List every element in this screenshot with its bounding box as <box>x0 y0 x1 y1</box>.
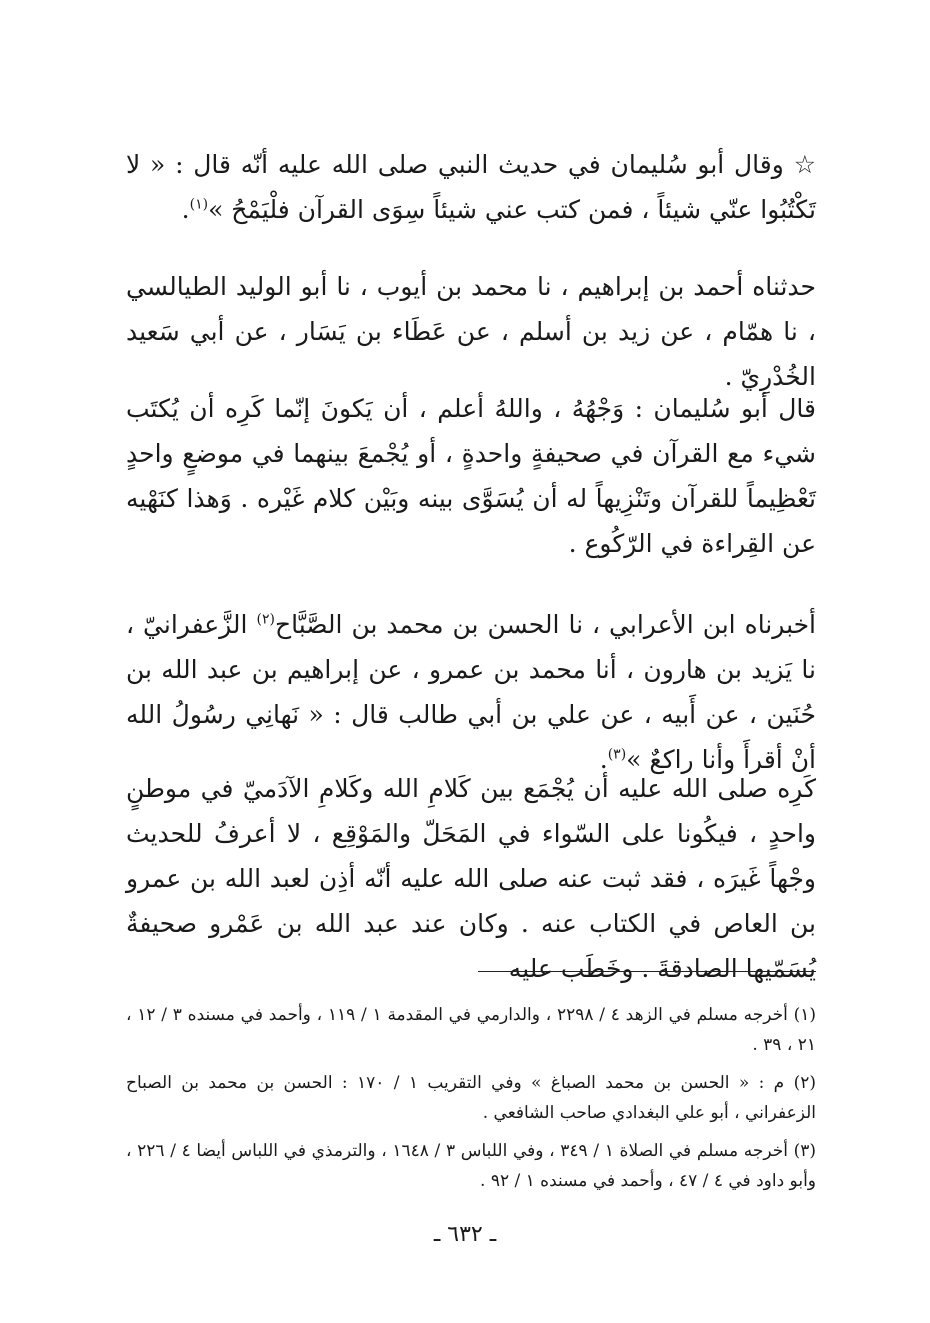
paragraph-1-tail: . <box>181 195 190 224</box>
paragraph-3 <box>126 386 816 566</box>
paragraph-1-text: ☆ وقال أبو سُليمان في حديث النبي صلى الله عليه أنّه قال : « لا تَكْتُبُوا عنّي شيئاً ، فمن كتب عني شيئاً سِوَى القرآن فلْيَمْحُ » <box>126 150 816 224</box>
paragraph-3-text: قال أبو سُليمان : وَجْهُهُ ، واللهُ أعلم ، أن يَكونَ إنّما كَرِه أن يُكتَب شيء مع القرآن في صحيفةٍ واحدةٍ ، أو يُجْمعَ بينهما في موضعٍ واحدٍ تَعْظِيماً للقرآن وتَنْزِيهاً له أن يُسَوَّى بينه وبَيْن كلام غَيْره . وَهذا كنَهْيه عن القِراءة في الرّكُوع . <box>126 394 816 558</box>
paragraph-4-tail: . <box>599 745 608 774</box>
paragraph-2-text: حدثناه أحمد بن إبراهيم ، نا محمد بن أيوب ، نا أبو الوليد الطيالسي ، نا همّام ، عن زيد بن أسلم ، عن عَطَاء بن يَسَار ، عن أبي سَعيد الخُدْرِيّ . <box>126 272 816 391</box>
paragraph-5-text: كَرِه صلى الله عليه أن يُجْمَع بين كَلامِ الله وكَلامِ الآدَميّ في موطنٍ واحدٍ ، فيكُونا على السّواء في المَحَلّ والمَوْقِع ، لا أعرفُ للحديث وجْهاً غَيرَه ، فقد ثبت عنه صلى الله عليه أنّه أذِن لعبد الله بن عمرو بن العاص في الكتاب عنه . وكان عند عبد الله بن عَمْرو صحيفةٌ يُسَمّيها الصادقةَ . وخَطَب عليه <box>126 774 816 983</box>
footnote-separator <box>478 971 816 972</box>
paragraph-5 <box>126 766 816 991</box>
paragraph-4-middle: الزَّعفرانيّ ، نا يَزيد بن هارون ، أنا محمد بن عمرو ، عن إبراهيم بن عبد الله بن حُنَين ، عن أَبيه ، عن علي بن أبي طالب قال : « نَهانِي رسُولُ الله أنْ أقرأَ وأنا راكعٌ » <box>126 610 816 774</box>
footnote-1: (١) أخرجه مسلم في الزهد ٤ / ٢٢٩٨ ، والدارمي في المقدمة ١ / ١١٩ ، وأحمد في مسنده ٣ / ١٢ ، ٢١ ، ٣٩ . <box>126 1005 816 1055</box>
footnote-3: (٣) أخرجه مسلم في الصلاة ١ / ٣٤٩ ، وفي اللباس ٣ / ١٦٤٨ ، والترمذي في اللباس أيضا ٤ / ٢٢٦ ، وأبو داود في ٤ / ٤٧ ، وأحمد في مسنده ١ / ٩٢ . <box>126 1141 817 1191</box>
paragraph-4-text: أخبرناه ابن الأعرابي ، نا الحسن بن محمد بن الصَّبَّاح <box>274 610 817 639</box>
paragraph-4 <box>126 602 816 782</box>
page-number: ـ ٦٣٢ ـ <box>433 1222 497 1247</box>
footnote-ref-1: (١) <box>189 196 209 213</box>
footnote-ref-3: (٣) <box>607 746 627 763</box>
footnote-2: (٢) م : « الحسن بن محمد الصباغ » وفي التقريب ١ / ١٧٠ : الحسن بن محمد بن الصباح الزعفراني ، أبو علي البغدادي صاحب الشافعي . <box>126 1073 816 1123</box>
paragraph-1 <box>126 142 816 232</box>
footnote-ref-2: (٢) <box>256 611 275 628</box>
paragraph-2 <box>126 264 816 399</box>
